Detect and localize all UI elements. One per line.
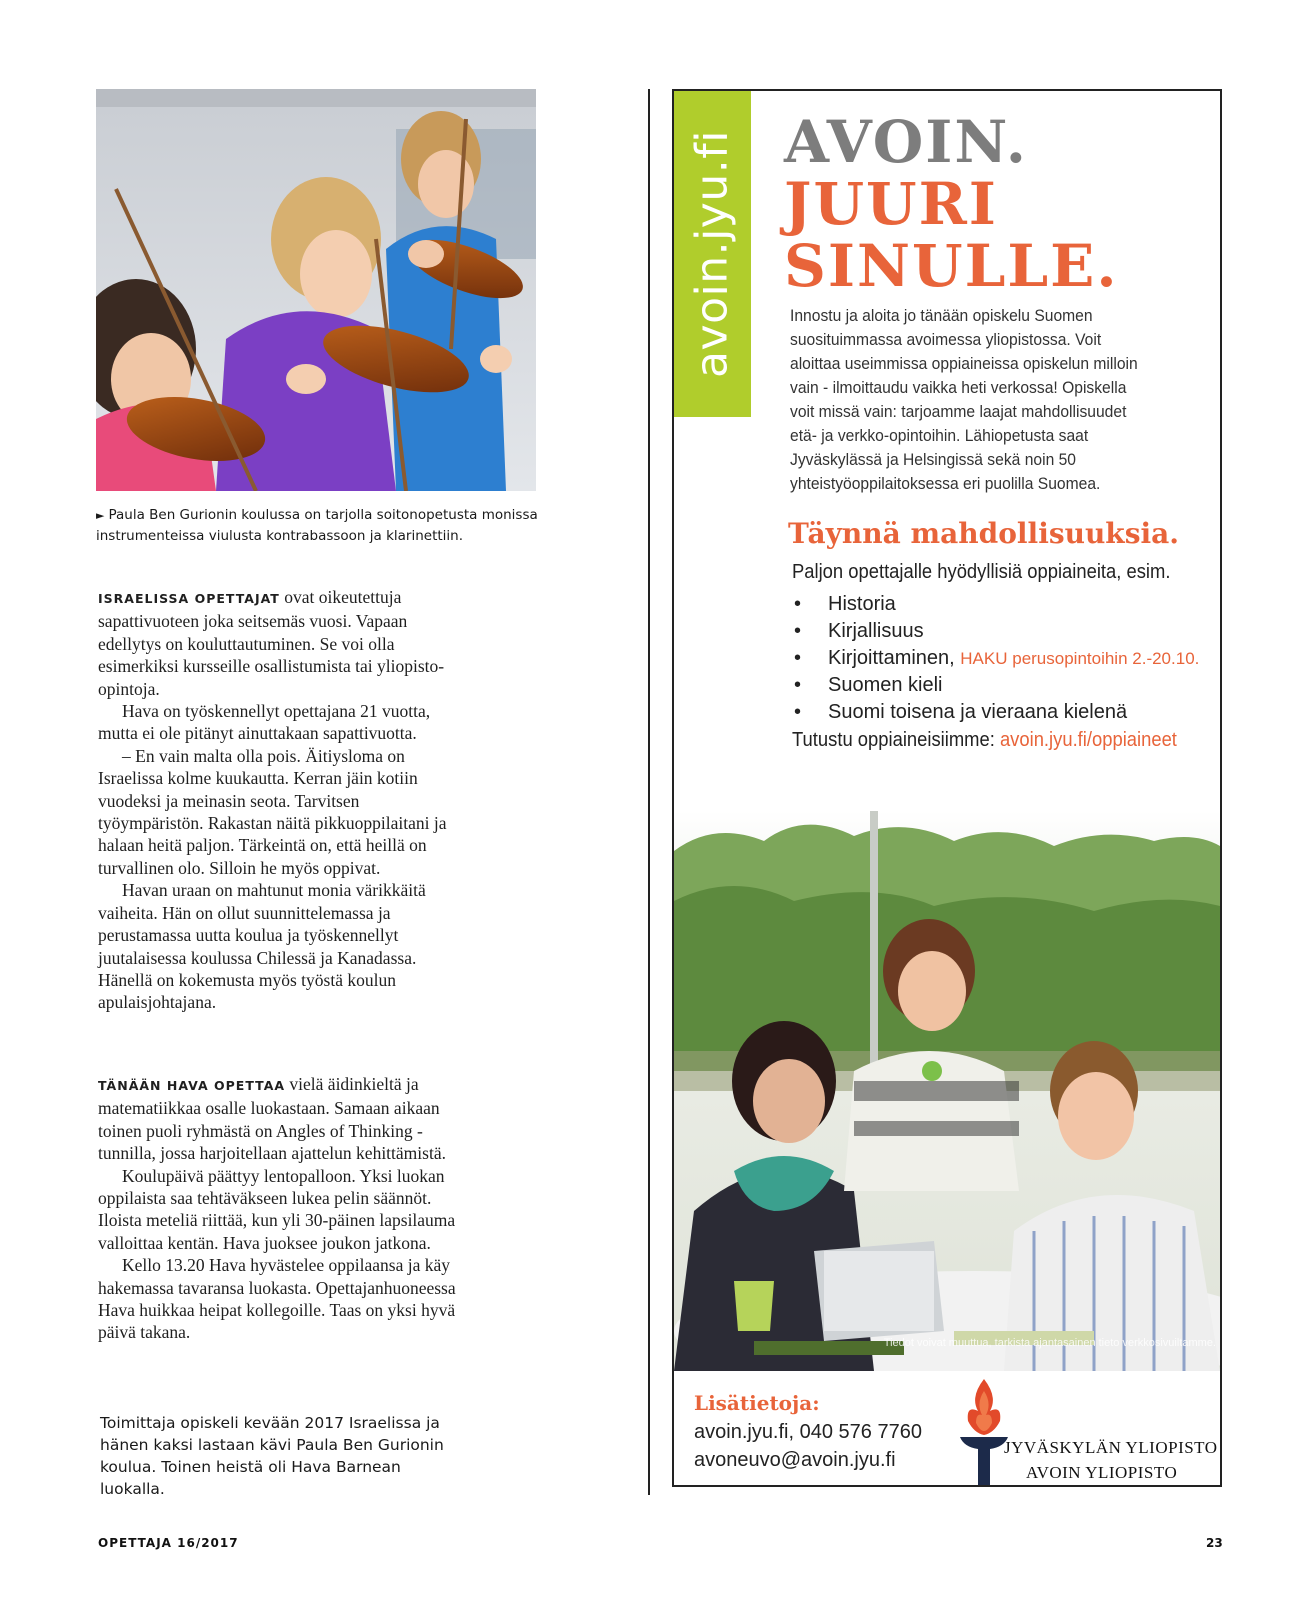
headline-juuri-sinulle [784,170,1119,300]
section-lead: ISRAELISSA OPETTAJAT [98,591,280,606]
url-band [674,91,751,417]
ad-intro-text: Innostu ja aloita jo tänään opiskelu Suomen suosituimmassa avoimessa yliopistossa. Voit aloittaa useimmissa oppiaineissa opiskelun milloin vain - ilmoittaudu vaikka heti verkossa! Opiskella voit missä vain: tarjoamme laajat mahdollisuudet etä- ja verkko-opintoihin. Lähiopetusta saat Jyväskylässä ja Helsingissä sekä noin 50 yhteistyöoppilaitoksessa eri puolilla Suomea. [790,306,1138,493]
article-paragraph: Kello 13.20 Hava hyvästelee oppilaansa ja käy hakemassa tavaransa luokasta. Opettajanhuoneessa Hava huikkaa heipat kollegoille. Taas on yksi hyvä päivä takana. [98,1255,456,1343]
section-lead: TÄNÄÄN HAVA OPETTAA [98,1078,286,1093]
students-photo [674,811,1220,1461]
university-subname: AVOIN YLIOPISTO [1026,1463,1178,1482]
bullet-icon: • [794,674,802,696]
explore-text: Tutustu oppiaineisiimme: [792,729,1000,751]
article-section-1 [98,586,458,1014]
list-item [792,645,1199,672]
column-divider [648,89,650,1495]
university-torch-logo-icon [954,1377,1014,1485]
article-paragraph [98,1073,458,1165]
contact-web-phone[interactable]: avoin.jyu.fi, 040 576 7760 [694,1421,922,1443]
caption-text: Paula Ben Gurionin koulussa on tarjolla soitonopetusta monissa instrumenteissa viulusta kontrabassoon ja klarinettiin. [96,507,538,544]
headline-avoin: AVOIN. [784,108,1028,176]
caption-arrow-icon: ► [96,509,105,522]
disclaimer-text: Tiedot voivat muuttua, tarkista ajantasainen tieto verkkosivuiltamme. [883,1337,1216,1349]
university-advertisement [672,89,1222,1487]
university-name: JYVÄSKYLÄN YLIOPISTO [1004,1438,1218,1457]
bullet-icon: • [794,593,802,615]
subjects-list [792,591,1199,726]
item-label: Suomi toisena ja vieraana kielenä [828,701,1128,723]
list-item [792,672,1199,699]
list-item [792,591,1199,618]
explore-link[interactable]: avoin.jyu.fi/oppiaineet [999,729,1177,751]
author-footnote: Toimittaja opiskeli kevään 2017 Israelissa ja hänen kaksi lastaan kävi Paula Ben Gurionin koulua. Toinen heistä oli Hava Barnean luokalla. [100,1414,444,1498]
item-note: HAKU perusopintoihin 2.-20.10. [960,649,1200,668]
violin-students-photo [96,89,536,491]
vertical-url[interactable]: avoin.jyu.fi [686,130,738,378]
article-paragraph: Havan uraan on mahtunut monia värikkäitä vaiheita. Hän on ollut suunnittelemassa ja perustamassa uutta koulua ja työskennellyt juutalaisessa koulussa Chilessä ja Kanadassa. Hänellä on kokemusta myös työstä koulun apulaisjohtajana. [98,880,426,1013]
headline-line: SINULLE. [784,232,1119,300]
item-label: Suomen kieli [828,674,943,696]
article-paragraph: Koulupäivä päättyy lentopalloon. Yksi luokan oppilaista saa tehtäväkseen lukea pelin säännöt. Iloista meteliä riittää, kun yli 30-päinen lapsilauma valloittaa kentän. Hava juoksee joukon jatkona. [98,1165,456,1253]
magazine-issue: OPETTAJA 16/2017 [98,1536,239,1550]
article-section-2 [98,1073,458,1344]
photo-caption [96,505,556,546]
item-label: Kirjoittaminen, [828,647,955,669]
page-number: 23 [1206,1536,1223,1550]
subjects-intro: Paljon opettajalle hyödyllisiä oppiaineita, esim. [792,561,1171,583]
article-paragraph [98,586,458,700]
paragraph-text: vielä äidinkieltä ja matematiikkaa osalle luokastaan. Samaan aikaan toinen puoli ryhmästä on Angles of Thinking -tunnilla, jossa harjoitellaan ajattelun kehittämistä. [98,1074,446,1164]
bullet-icon: • [794,620,802,642]
explore-line [792,729,1177,752]
list-item [792,699,1199,726]
headline-line: JUURI [784,170,998,238]
list-item [792,618,1199,645]
item-label: Kirjallisuus [828,620,924,642]
contact-title: Lisätietoja: [694,1391,820,1415]
bullet-icon: • [794,647,802,669]
bullet-icon: • [794,701,802,723]
contact-email[interactable]: avoneuvo@avoin.jyu.fi [694,1449,896,1471]
article-paragraph: Hava on työskennellyt opettajana 21 vuotta, mutta ei ole pitänyt ainuttakaan sapattivuotta. [98,701,431,744]
item-label: Historia [828,593,896,615]
ad-subheading: Täynnä mahdollisuuksia. [788,517,1180,550]
paragraph-text: ovat oikeutettuja sapattivuoteen joka seitsemäs vuosi. Vapaan edellytys on kouluttautuminen. Se voi olla esimerkiksi kursseille osallistumista tai yliopisto-opintoja. [98,587,445,699]
article-paragraph: – En vain malta olla pois. Äitiysloma on Israelissa kolme kuukautta. Kerran jäin kotiin vuodeksi ja meinasin seota. Tarvitsen työympäristön. Rakastan näitä pikkuoppilaitani ja halaan heitä paljon. Tärkeintä on, että heillä on turvallinen olo. Silloin he myös oppivat. [98,745,447,878]
